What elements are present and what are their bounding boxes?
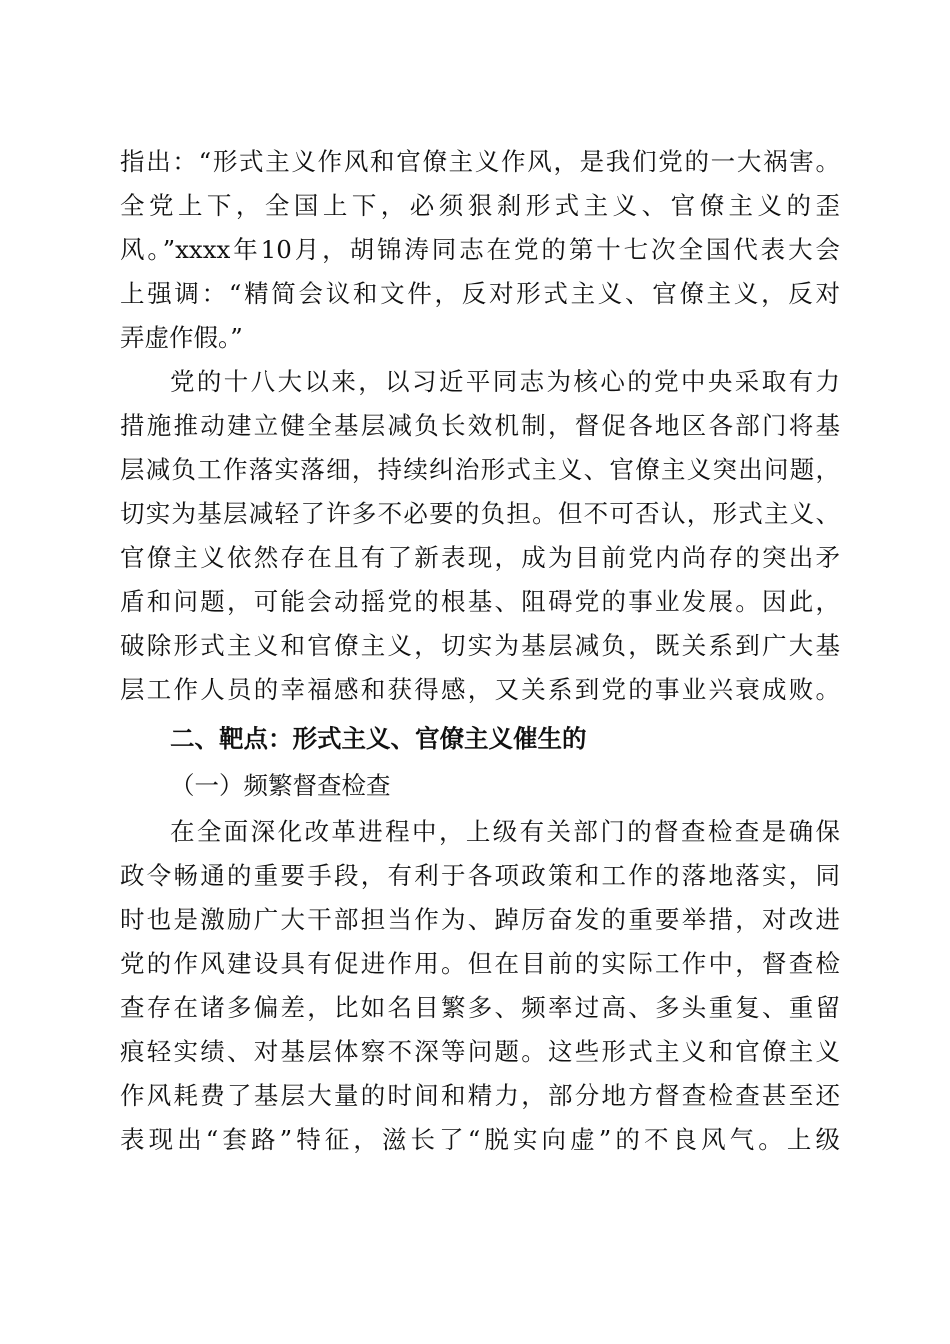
text-line: 措施推动建立健全基层减负长效机制，督促各地区各部门将基 [120, 411, 840, 440]
text-line: 层工作人员的幸福感和获得感，又关系到党的事业兴衰成败。 [120, 675, 840, 704]
text-line: 官僚主义依然存在且有了新表现，成为目前党内尚存的突出矛 [120, 543, 840, 572]
text-line: 切实为基层减轻了许多不必要的负担。但不可否认，形式主义、 [120, 499, 840, 528]
text-line: 查存在诸多偏差，比如名目繁多、频率过高、多头重复、重留 [120, 993, 840, 1022]
text-line: 风。”xxxx年10月，胡锦涛同志在党的第十七次全国代表大会 [120, 235, 840, 264]
text-line: 党的作风建设具有促进作用。但在目前的实际工作中，督查检 [120, 949, 840, 978]
text-line: 弄虚作假。” [120, 323, 243, 352]
text-line: 上强调：“精简会议和文件，反对形式主义、官僚主义，反对 [120, 279, 840, 308]
text-line: 指出：“形式主义作风和官僚主义作风，是我们党的一大祸害。 [120, 147, 840, 176]
paragraph-first-line: 在全面深化改革进程中，上级有关部门的督查检查是确保 [170, 817, 840, 846]
text-line: 痕轻实绩、对基层体察不深等问题。这些形式主义和官僚主义 [120, 1037, 840, 1066]
text-line: 盾和问题，可能会动摇党的根基、阻碍党的事业发展。因此， [120, 587, 840, 616]
section-heading: 二、靶点：形式主义、官僚主义催生的 [170, 724, 587, 753]
text-line: 破除形式主义和官僚主义，切实为基层减负，既关系到广大基 [120, 631, 840, 660]
text-line: 时也是激励广大干部担当作为、踔厉奋发的重要举措，对改进 [120, 905, 840, 934]
text-line: 作风耗费了基层大量的时间和精力，部分地方督查检查甚至还 [120, 1081, 840, 1110]
text-line: 全党上下，全国上下，必须狠刹形式主义、官僚主义的歪 [120, 191, 840, 220]
paragraph-first-line: 党的十八大以来，以习近平同志为核心的党中央采取有力 [170, 367, 840, 396]
text-line: 层减负工作落实落细，持续纠治形式主义、官僚主义突出问题， [120, 455, 840, 484]
text-line: 政令畅通的重要手段，有利于各项政策和工作的落地落实，同 [120, 861, 840, 890]
text-line: 表现出“套路”特征，滋长了“脱实向虚”的不良风气。上级 [120, 1125, 840, 1154]
subsection-heading: （一）频繁督查检查 [170, 771, 391, 800]
